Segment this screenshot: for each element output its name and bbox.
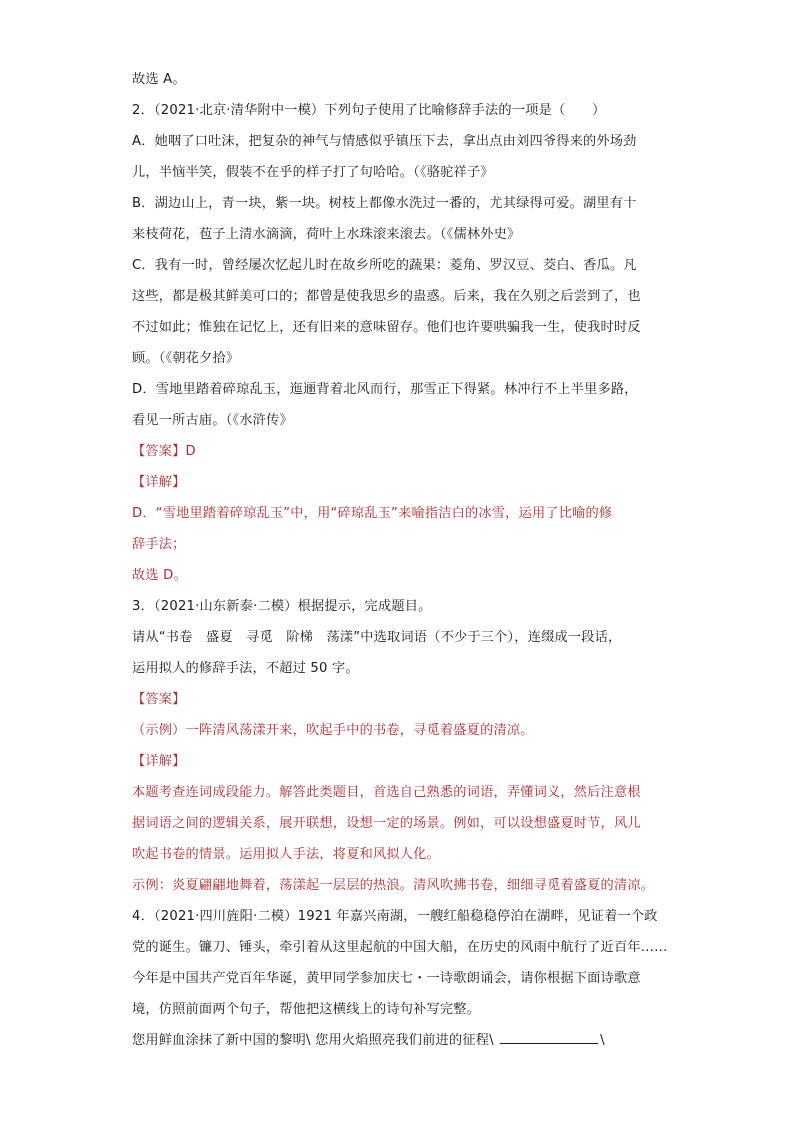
question-4-line-4: 境，仿照前面两个句子，帮他把这横线上的诗句补写完整。 xyxy=(132,1002,481,1017)
question-4-line-2: 党的诞生。镰刀、锤头，牵引着从这里起航的中国大船，在历史的风雨中航行了近百年…… xyxy=(132,940,668,955)
explanation-line-1: 本题考查连词成段能力。解答此类题目，首选自己熟悉的词语，弄懂词义，然后注意根 xyxy=(132,785,641,800)
answer-label: 【答案】D xyxy=(132,444,196,459)
option-b-line-2: 来枝荷花，苞子上清水滴滴，荷叶上水珠滚来滚去。（《儒林外史》 xyxy=(132,227,521,242)
option-c-line-3: 不过如此；惟独在记忆上，还有旧来的意味留存。他们也许要哄骗我一生，使我时时反 xyxy=(132,320,641,335)
document-page xyxy=(132,64,672,1056)
fill-in-blank[interactable] xyxy=(500,1029,598,1044)
explanation-line-2: 据词语之间的逻辑关系，展开联想，设想一定的场景。例如，可以设想盛夏时节，风儿 xyxy=(132,816,641,831)
explanation-label: 【详解】 xyxy=(132,475,186,490)
option-c-line-1: C．我有一时，曾经屡次忆起儿时在故乡所吃的蔬果：菱角、罗汉豆、茭白、香瓜。凡 xyxy=(132,258,637,273)
option-a-line-2: 儿，半恼半笑，假装不在乎的样子打了句哈哈。（《骆驼祥子》 xyxy=(132,165,494,180)
answer-label: 【答案】 xyxy=(132,692,186,707)
question-4-stem: 4．（2021·四川旌阳·二模）1921 年嘉兴南湖，一艘红船稳稳停泊在湖畔，见证着一个政 xyxy=(132,909,658,924)
explanation-line-3: 吹起书卷的情景。运用拟人手法，将夏和风拟人化。 xyxy=(132,847,440,862)
option-c-line-4: 顾。（《朝花夕拾》 xyxy=(132,351,240,366)
explanation-line-1: D．“雪地里踏着碎琼乱玉”中，用“碎琼乱玉”来喻指洁白的冰雪，运用了比喻的修 xyxy=(132,506,613,521)
answer-line: 故选 A。 xyxy=(132,72,186,87)
option-d-line-1: D．雪地里踏着碎琼乱玉，迤逦背着北风而行，那雪正下得紧。林冲行不上半里多路， xyxy=(132,382,638,397)
question-4-line-3: 今年是中国共产党百年华诞，黄甲同学参加庆七・一诗歌朗诵会，请你根据下面诗歌意 xyxy=(132,971,641,986)
option-d-line-2: 看见一所古庙。（《水浒传》 xyxy=(132,413,293,428)
question-3-line-3: 运用拟人的修辞手法，不超过 50 字。 xyxy=(132,661,359,676)
question-2-stem: 2．（2021·北京·清华附中一模）下列句子使用了比喻修辞手法的一项是（ ） xyxy=(132,103,606,118)
option-a-line-1: A．她咽了口吐沫，把复杂的神气与情感似乎镇压下去，拿出点由刘四爷得来的外场劲 xyxy=(132,134,637,149)
explanation-example: 示例：炎夏翩翩地舞着，荡漾起一层层的热浪。清风吹拂书卷，细细寻觅着盛夏的清凉。 xyxy=(132,878,655,893)
poem-end-slash: \ xyxy=(600,1033,605,1048)
poem-given-lines: 您用鲜血涂抹了新中国的黎明\ 您用火焰照亮我们前进的征程\ xyxy=(132,1033,494,1048)
question-3-line-2: 请从“书卷 盛夏 寻觅 阶梯 荡漾”中选取词语（不少于三个），连缀成一段话， xyxy=(132,630,622,645)
explanation-label: 【详解】 xyxy=(132,754,186,769)
explanation-conclusion: 故选 D。 xyxy=(132,568,187,583)
option-c-line-2: 这些，都是极其鲜美可口的；都曾是使我思乡的蛊惑。后来，我在久别之后尝到了，也 xyxy=(132,289,641,304)
poem-fill-line xyxy=(132,1025,672,1056)
sample-answer: （示例）一阵清风荡漾开来，吹起手中的书卷，寻觅着盛夏的清凉。 xyxy=(132,723,534,738)
question-3-stem: 3．（2021·山东新泰·二模）根据提示，完成题目。 xyxy=(132,599,432,614)
explanation-line-2: 辞手法； xyxy=(132,537,186,552)
option-b-line-1: B．湖边山上，青一块，紫一块。树枝上都像水洗过一番的，尤其绿得可爱。湖里有十 xyxy=(132,196,637,211)
